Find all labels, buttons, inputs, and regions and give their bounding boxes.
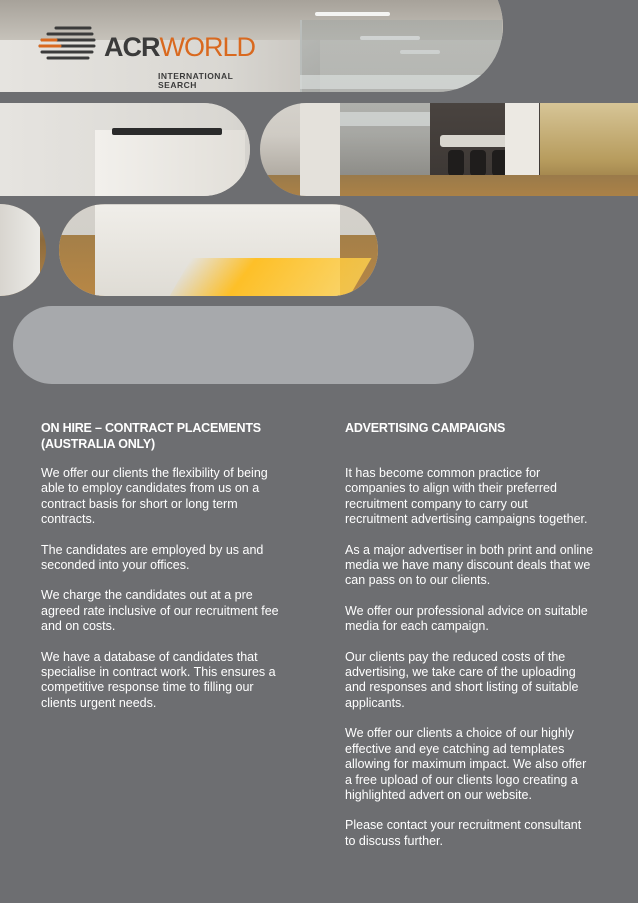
photo-strip-bottom [59,204,378,296]
paragraph: We offer our clients the flexibility of being able to employ candidates from us on a contract basis for short or long term contracts. [41,466,268,527]
photo-strip-mid-right [260,103,638,196]
paragraph: It has become common practice for companies to align with their preferred recruitment company to carry out recruitment advertising campaigns together. [345,466,588,527]
logo-tagline: INTERNATIONAL SEARCH [158,71,234,90]
office-photo [0,0,503,92]
left-column [41,420,321,726]
company-logo [38,20,255,90]
logo-wordmark: ACRWORLD [104,32,255,62]
section-heading: ON HIRE – CONTRACT PLACEMENTS (AUSTRALIA ONLY) [41,421,261,451]
photo-strip-bottom-left [0,204,46,296]
right-column [345,420,625,864]
paragraph: We charge the candidates out at a pre agreed rate inclusive of our recruitment fee and on costs. [41,588,279,634]
section-heading: ADVERTISING CAMPAIGNS [345,421,506,435]
paragraph: The candidates are employed by us and seconded into your offices. [41,542,264,573]
paragraph: Please contact your recruitment consultant to discuss further. [345,818,582,848]
decorative-band [13,306,474,384]
office-photo-crop [0,103,250,196]
office-photo-crop [260,103,638,196]
photo-strip-top [0,0,503,92]
office-photo-crop [59,204,378,296]
paragraph: We offer our professional advice on suitable media for each campaign. [345,603,588,634]
paragraph: As a major advertiser in both print and online media we have many discount deals that we can pass on to our clients. [345,542,594,588]
paragraph: Our clients pay the reduced costs of the advertising, we take care of the uploading and responses and short listing of suitable applicants. [345,649,579,710]
office-photo-crop [0,204,46,296]
paragraph: We offer our clients a choice of our highly effective and eye catching ad templates allowing for maximum impact. We also offer a free upload of our clients logo creating a highlighted advert on our website. [345,726,587,802]
photo-strip-mid-left [0,103,250,196]
logo-stripes-icon [38,24,96,64]
paragraph: We have a database of candidates that specialise in contract work. This ensures a competitive response time to filling our clients urgent needs. [41,649,276,710]
